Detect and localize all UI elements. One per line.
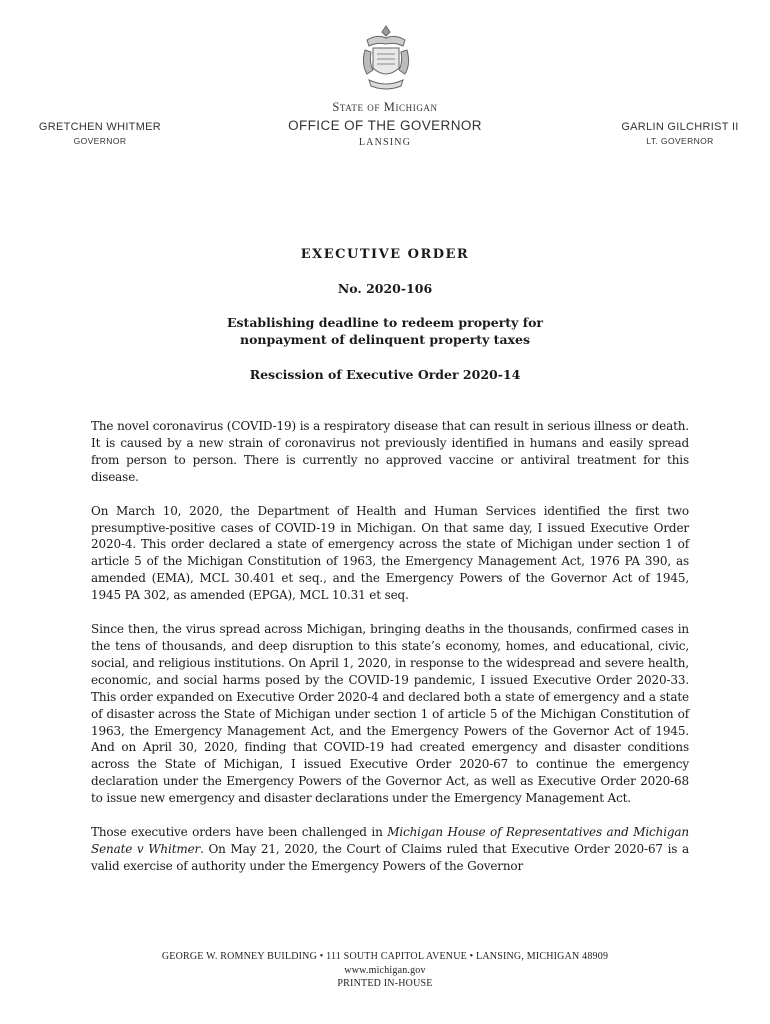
paragraph-4-rest: . On May 21, 2020, the Court of Claims ruled that Executive Order 2020-67 is a valid exercise of authority under the Emergency Powers of the Governor — [91, 841, 689, 873]
order-subject-line-1: Establishing deadline to redeem property for — [226, 315, 543, 330]
governor-title: GOVERNOR — [73, 136, 127, 146]
page-footer — [60, 950, 710, 991]
footer-website: www.michigan.gov — [344, 964, 426, 976]
footer-printed: PRINTED IN-HOUSE — [337, 978, 433, 989]
lt-governor-name: GARLIN GILCHRIST II — [621, 121, 739, 133]
governor-name: GRETCHEN WHITMER — [38, 121, 162, 133]
paragraph-4-start: Those executive orders have been challenged in — [91, 825, 388, 840]
paragraph-2: On March 10, 2020, the Department of Health and Human Services identified the first two presumptive-positive cases of COVID-19 in Michigan. On that same day, I issued Executive Order 2020-4. This order declared a state of emergency across the state of Michigan under section 1 of article 5 of the Michigan Constitution of 1963, the Emergency Management Act, 1976 PA 390, as amended (EMA), MCL 30.401 et seq., and the Emergency Powers of the Governor Act of 1945, 1945 PA 302, as amended (EPGA), MCL 10.31 et seq. — [91, 503, 689, 603]
paragraph-4 — [91, 824, 689, 875]
city-name: LANSING — [358, 137, 412, 148]
office-name: OFFICE OF THE GOVERNOR — [288, 118, 482, 133]
lt-governor-title: LT. GOVERNOR — [646, 136, 714, 146]
case-name: Michigan House of Representatives and Michigan Senate v Whitmer — [91, 825, 689, 856]
footer-address: GEORGE W. ROMNEY BUILDING • 111 SOUTH CAPITOL AVENUE • LANSING, MICHIGAN 48909 — [161, 951, 609, 962]
order-body — [91, 418, 689, 892]
order-number: No. 2020-106 — [337, 281, 433, 296]
paragraph-1: The novel coronavirus (COVID-19) is a respiratory disease that can result in serious illness or death. It is caused by a new strain of coronavirus not previously identified in humans and easily spread from person to person. There is currently no approved vaccine or antiviral treatment for this disease. — [91, 419, 689, 484]
order-subject — [60, 314, 710, 348]
paragraph-3: Since then, the virus spread across Michigan, bringing deaths in the thousands, confirmed cases in the tens of thousands, and deep disruption to this state’s economy, homes, and educational, civic, social, and religious institutions. On April 1, 2020, in response to the widespread and severe health, economic, and social harms posed by the COVID-19 pandemic, I issued Executive Order 2020-33. This order expanded on Executive Order 2020-4 and declared both a state of emergency and a state of disaster across the State of Michigan under section 1 of article 5 of the Michigan Constitution of 1963, the Emergency Management Act, and the Emergency Powers of the Governor Act of 1945. And on April 30, 2020, finding that COVID-19 had created emergency and disaster conditions across the State of Michigan, I issued Executive Order 2020-67 to continue the emergency declaration under the Emergency Powers of the Governor Act, as well as Executive Order 2020-68 to issue new emergency and disaster declarations under the Emergency Management Act. — [91, 622, 689, 806]
michigan-state-seal — [357, 24, 415, 92]
order-heading: EXECUTIVE ORDER — [300, 247, 470, 262]
order-subject-line-2: nonpayment of delinquent property taxes — [240, 332, 530, 347]
order-rescission: Rescission of Executive Order 2020-14 — [249, 367, 521, 382]
state-name: State of Michigan — [332, 100, 438, 114]
